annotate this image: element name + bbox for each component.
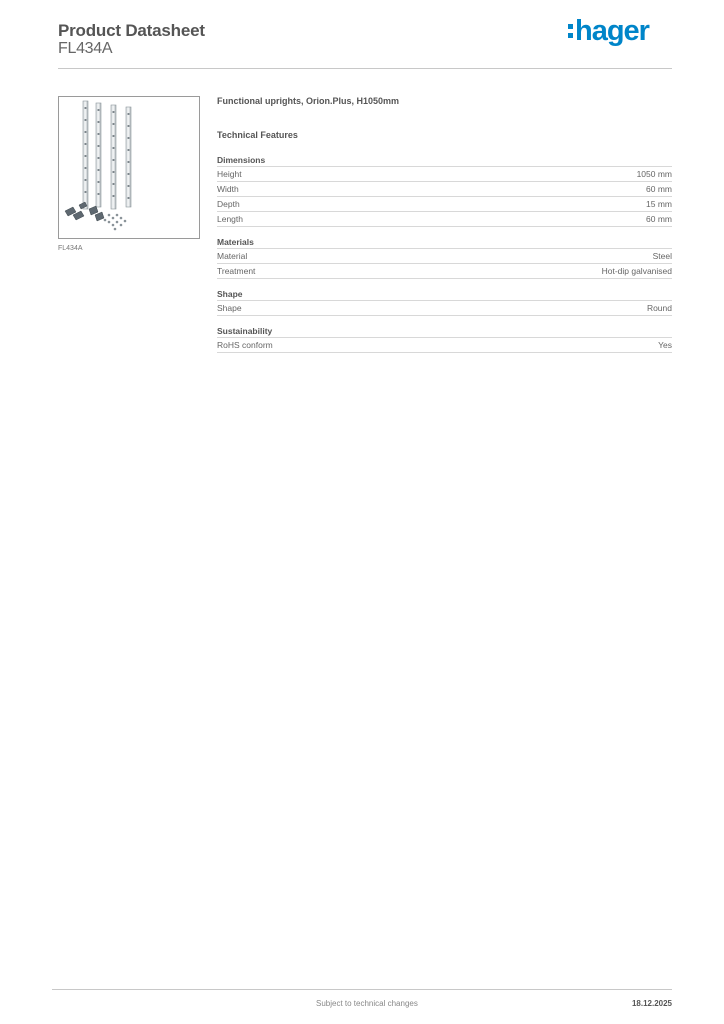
table-row: [217, 249, 672, 264]
section-materials: [217, 237, 672, 279]
row-value: 1050 mm: [636, 169, 672, 179]
table-row: [217, 212, 672, 227]
section-dimensions: [217, 155, 672, 227]
row-label: Shape: [217, 303, 242, 313]
row-label: Width: [217, 184, 239, 194]
section-title: Shape: [217, 289, 672, 301]
row-value: Round: [646, 303, 672, 313]
logo-dots-icon: [568, 24, 573, 38]
technical-features-heading: Technical Features: [217, 130, 298, 140]
product-name: Functional uprights, Orion.Plus, H1050mm: [217, 96, 400, 106]
product-details: [217, 96, 672, 353]
table-row: [217, 167, 672, 182]
table-row: [217, 338, 672, 353]
row-value: Steel: [652, 251, 672, 261]
row-label: Depth: [217, 199, 240, 209]
product-code: FL434A: [58, 40, 113, 57]
row-label: Material: [217, 251, 248, 261]
product-image: [58, 96, 200, 239]
section-title: Materials: [217, 237, 672, 249]
hager-logo: [568, 14, 649, 48]
row-label: RoHS conform: [217, 340, 273, 350]
section-title: Dimensions: [217, 155, 672, 167]
image-caption: FL434A: [58, 245, 83, 252]
table-row: [217, 301, 672, 316]
table-row: [217, 197, 672, 212]
footer-date: 18.12.2025: [631, 999, 672, 1008]
row-value: Hot-dip galvanised: [601, 266, 672, 276]
table-row: [217, 182, 672, 197]
section-sustainability: [217, 326, 672, 353]
row-value: Yes: [658, 340, 672, 350]
row-value: 15 mm: [646, 199, 672, 209]
footer-divider: [52, 989, 672, 990]
row-label: Height: [217, 169, 242, 179]
product-photo-icon: [59, 97, 199, 238]
footer-note: Subject to technical changes: [316, 999, 418, 1008]
header-divider: [58, 68, 672, 69]
row-value: 60 mm: [646, 214, 672, 224]
section-shape: [217, 289, 672, 316]
section-title: Sustainability: [217, 326, 672, 338]
row-value: 60 mm: [646, 184, 672, 194]
row-label: Treatment: [217, 266, 256, 276]
row-label: Length: [217, 214, 243, 224]
table-row: [217, 264, 672, 279]
page-title: Product Datasheet: [58, 21, 205, 40]
logo-text: hager: [575, 15, 649, 47]
